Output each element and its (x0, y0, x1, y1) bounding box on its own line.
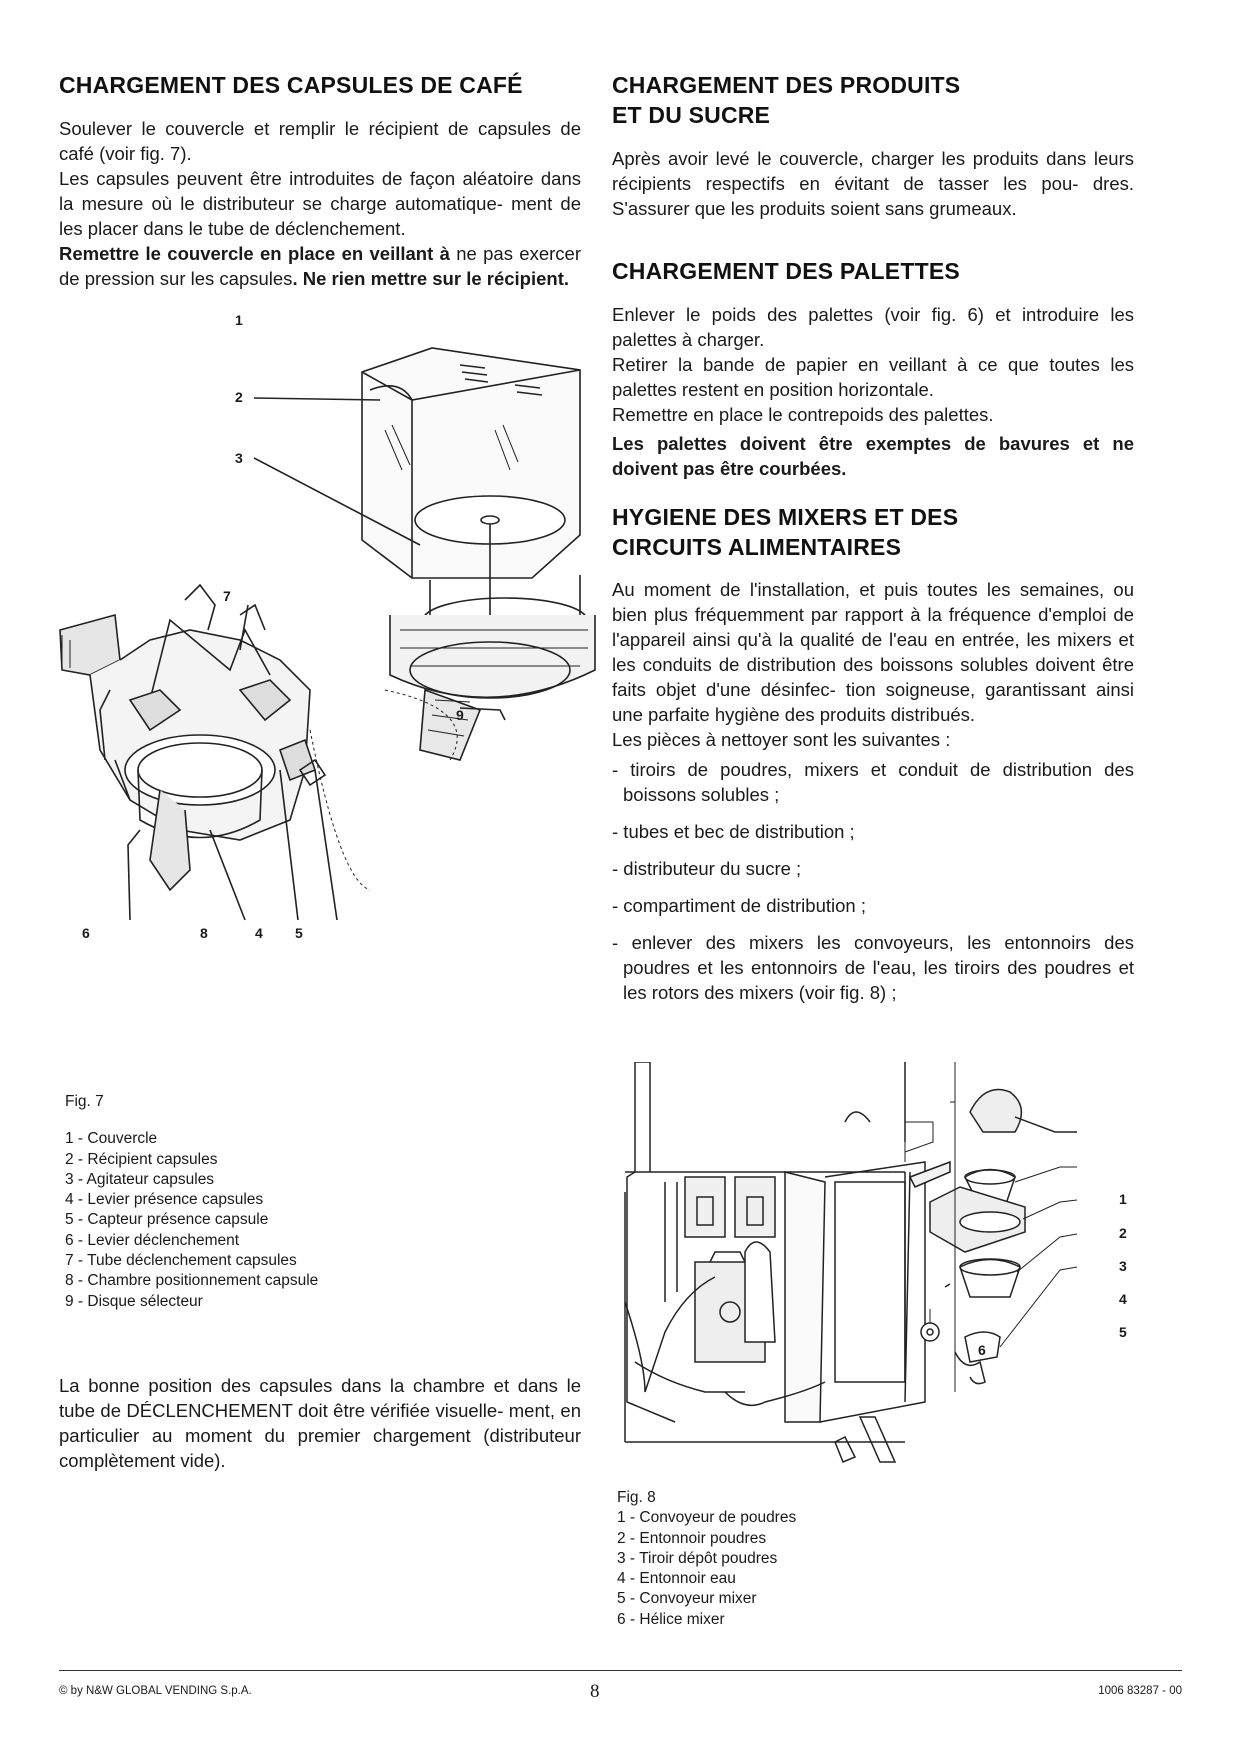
callout-number: 9 (456, 707, 464, 723)
section-heading-products: CHARGEMENT DES PRODUITS ET DU SUCRE (612, 72, 961, 128)
section-heading-capsules: CHARGEMENT DES CAPSULES DE CAFÉ (59, 72, 523, 98)
paragraph: Après avoir levé le couvercle, charger les produits dans leurs récipients respectifs en évitant de tasser les pou- dres. S'assurer que les produits soient sans grumeaux. (612, 148, 1134, 219)
paragraph: Les pièces à nettoyer sont les suivantes : (612, 729, 951, 750)
callout-number: 1 (235, 312, 243, 328)
figure-caption: Fig. 8 (617, 1489, 656, 1506)
legend-item: 9 - Disque sélecteur (65, 1292, 203, 1310)
legend-item: 6 - Levier déclenchement (65, 1231, 240, 1249)
callout-number: 3 (235, 450, 243, 466)
section-heading-palettes: CHARGEMENT DES PALETTES (612, 258, 960, 284)
legend-item: 3 - Agitateur capsules (65, 1170, 215, 1188)
legend-item: 8 - Chambre positionnement capsule (65, 1272, 319, 1290)
callout-number: 4 (1119, 1291, 1127, 1307)
callout-number: 6 (82, 925, 90, 941)
paragraph: Remettre en place le contrepoids des palettes. (612, 404, 994, 425)
list-item: - tubes et bec de distribution ; (612, 821, 855, 842)
legend-list (65, 1129, 465, 1312)
callout-number: 2 (1119, 1225, 1127, 1241)
figure-7-illustration (40, 312, 600, 1070)
legend-list (617, 1508, 1017, 1630)
figure-8-illustration (605, 1062, 1145, 1487)
callout-number: 8 (200, 925, 208, 941)
right-column (612, 70, 1134, 1005)
figure-8-legend (617, 1488, 1017, 1630)
legend-item: 7 - Tube déclenchement capsules (65, 1252, 297, 1270)
bold-text: . Ne rien mettre sur le récipient. (292, 268, 570, 289)
paragraph: La bonne position des capsules dans la chambre et dans le tube de DÉCLENCHEMENT doit être vérifiée visuelle- ment, en particulier au moment du premier chargement (distributeur complètement vide). (59, 1375, 581, 1471)
callout-number: 5 (1119, 1324, 1127, 1340)
legend-item: 3 - Tiroir dépôt poudres (617, 1549, 778, 1567)
paragraph: Au moment de l'installation, et puis toutes les semaines, ou bien plus fréquemment par rapport à la fréquence d'emploi de l'appareil ainsi qu'à la qualité de l'eau en entrée, les mixers et les conduits de distribution des boissons solubles doivent être faits objet d'une désinfec- tion soigneuse, garantissant ainsi une parfaite hygiène des produits distribués. (612, 579, 1134, 725)
legend-item: 4 - Entonnoir eau (617, 1570, 736, 1588)
paragraph-warning (59, 241, 581, 291)
callout-number: 7 (223, 588, 231, 604)
page-number: 8 (590, 1681, 600, 1702)
callout-number: 4 (255, 925, 263, 941)
normal-text: ne pas exercer de pression sur les capsules (59, 243, 581, 289)
paragraph: Enlever le poids des palettes (voir fig. 6) et introduire les palettes à charger. (612, 304, 1134, 350)
callout-number: 1 (1119, 1191, 1127, 1207)
left-column (59, 70, 581, 291)
legend-item: 5 - Capteur présence capsule (65, 1211, 269, 1229)
list-item: - compartiment de distribution ; (612, 895, 866, 916)
legend-item: 6 - Hélice mixer (617, 1610, 725, 1628)
list-item: - distributeur du sucre ; (612, 858, 802, 879)
paragraph: Les capsules peuvent être introduites de façon aléatoire dans la mesure où le distributeur se charge automatique- ment de les placer dans le tube de déclenchement. (59, 168, 581, 239)
callout-number: 3 (1119, 1258, 1127, 1274)
legend-item: 5 - Convoyeur mixer (617, 1590, 757, 1608)
legend-item: 1 - Couvercle (65, 1130, 158, 1148)
left-closing-text (59, 1373, 581, 1473)
bold-text: Remettre le couvercle en place en veillant à (59, 243, 450, 264)
cleaning-list (612, 757, 1134, 1005)
figure-caption: Fig. 7 (65, 1093, 104, 1110)
figure-7-legend (65, 1092, 465, 1312)
list-item: - enlever des mixers les convoyeurs, les entonnoirs des poudres et les entonnoirs de l'eau, les tiroirs des poudres et les rotors des mixers (voir fig. 8) ; (612, 932, 1134, 1003)
paragraph-warning: Les palettes doivent être exemptes de bavures et ne doivent pas être courbées. (612, 433, 1134, 479)
legend-item: 2 - Entonnoir poudres (617, 1529, 767, 1547)
legend-item: 2 - Récipient capsules (65, 1150, 218, 1168)
paragraph: Retirer la bande de papier en veillant à ce que toutes les palettes restent en position horizontale. (612, 354, 1134, 400)
capsule-dispenser-drawing (40, 330, 600, 1070)
list-item: - tiroirs de poudres, mixers et conduit de distribution des boissons solubles ; (612, 759, 1134, 805)
callout-number: 6 (978, 1342, 986, 1358)
legend-item: 1 - Convoyeur de poudres (617, 1509, 797, 1527)
legend-item: 4 - Levier présence capsules (65, 1191, 264, 1209)
section-heading-hygiene: HYGIENE DES MIXERS ET DES CIRCUITS ALIMENTAIRES (612, 504, 959, 560)
vending-machine-interior-drawing (605, 1062, 1145, 1487)
callout-number: 5 (295, 925, 303, 941)
paragraph: Soulever le couvercle et remplir le récipient de capsules de café (voir fig. 7). (59, 118, 581, 164)
callout-number: 2 (235, 389, 243, 405)
copyright: © by N&W GLOBAL VENDING S.p.A. (59, 1685, 252, 1697)
document-reference: 1006 83287 - 00 (1098, 1685, 1182, 1697)
page-footer (59, 1670, 1182, 1702)
